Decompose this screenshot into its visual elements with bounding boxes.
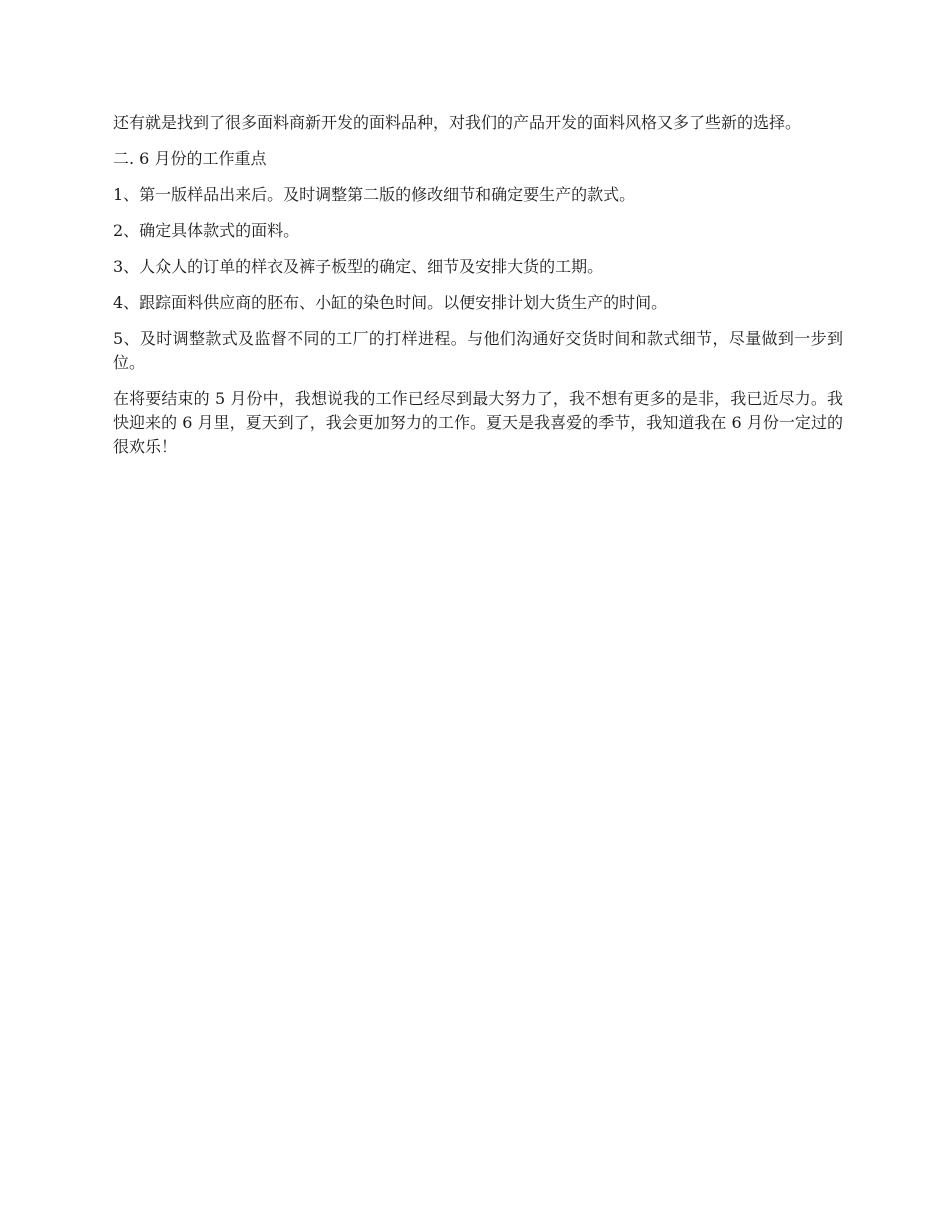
document-page [113, 111, 843, 471]
list-item-3: 3、人众人的订单的样衣及裤子板型的确定、细节及安排大货的工期。 [113, 257, 604, 276]
list-item-1: 1、第一版样品出来后。及时调整第二版的修改细节和确定要生产的款式。 [113, 185, 636, 204]
list-item-4: 4、跟踪面料供应商的胚布、小缸的染色时间。以便安排计划大货生产的时间。 [113, 293, 668, 312]
list-item-5: 5、及时调整款式及监督不同的工厂的打样进程。与他们沟通好交货时间和款式细节，尽量做到一步到位。 [113, 329, 843, 372]
list-item-2: 2、确定具体款式的面料。 [113, 221, 300, 240]
paragraph-fabric-selection: 还有就是找到了很多面料商新开发的面料品种，对我们的产品开发的面料风格又多了些新的选择。 [113, 113, 802, 132]
section-heading-june-focus: 二. 6 月份的工作重点 [113, 149, 267, 168]
paragraph-closing: 在将要结束的 5 月份中，我想说我的工作已经尽到最大努力了，我不想有更多的是非，我已近尽力。我快迎来的 6 月里，夏天到了，我会更加努力的工作。夏天是我喜爱的季节，我知道我在 6 月份一定过的很欢乐！ [113, 389, 843, 456]
